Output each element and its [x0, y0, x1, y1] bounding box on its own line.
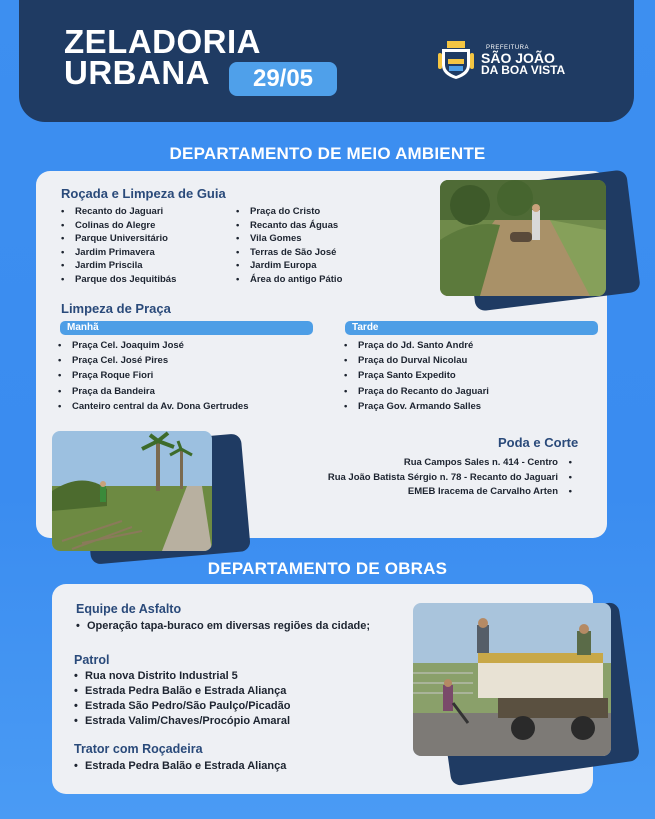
- list-item: • Parque Universitário: [61, 232, 176, 246]
- list-item: • Estrada Pedra Balão e Estrada Aliança: [74, 759, 286, 774]
- list-item: • Vila Gomes: [236, 232, 342, 246]
- list-item: • Área do antigo Pátio: [236, 273, 342, 287]
- coat-of-arms-icon: [436, 39, 476, 81]
- list-item: • Praça da Bandeira: [58, 384, 249, 399]
- list-item: • Praça Roque Fiori: [58, 368, 249, 383]
- patrol-list: [74, 669, 290, 729]
- dept-obras-title: DEPARTAMENTO DE OBRAS: [207, 559, 448, 578]
- rocada-title: Roçada e Limpeza de Guia: [61, 186, 226, 201]
- trator-title: Trator com Roçadeira: [74, 742, 203, 756]
- list-item: • Jardim Priscila: [61, 259, 176, 273]
- title-line-1: ZELADORIA: [64, 23, 261, 60]
- list-item: • Recanto das Águas: [236, 219, 342, 233]
- dept-meio-ambiente-title: DEPARTAMENTO DE MEIO AMBIENTE: [169, 144, 486, 163]
- list-item: • Praça Santo Expedito: [344, 368, 489, 383]
- trator-list: [74, 759, 286, 774]
- patrol-title: Patrol: [74, 653, 110, 667]
- list-item: • Jardim Europa: [236, 259, 342, 273]
- list-item: • Recanto do Jaguari: [61, 205, 176, 219]
- list-item: • Praça do Recanto do Jaguari: [344, 384, 489, 399]
- photo-rocada: [440, 180, 606, 296]
- rocada-list-1: [61, 205, 176, 286]
- list-item: • Estrada São Pedro/São Paulço/Picadão: [74, 699, 290, 714]
- title-line-2: URBANA: [64, 54, 210, 91]
- list-item: • Praça do Durval Nicolau: [344, 353, 489, 368]
- manha-pill: Manhã: [60, 321, 313, 335]
- list-item: • Colinas do Alegre: [61, 219, 176, 233]
- tarde-list: [344, 338, 489, 414]
- logo-city-line1: SÃO JOÃO: [481, 50, 555, 66]
- list-item: • Praça Cel. Joaquim José: [58, 338, 249, 353]
- list-item: Rua João Batista Sérgio n. 78 - Recanto do Jaguari •: [328, 471, 572, 486]
- list-item: Rua Campos Sales n. 414 - Centro •: [328, 456, 572, 471]
- list-item: • Canteiro central da Av. Dona Gertrudes: [58, 399, 249, 414]
- logo-prefeitura: PREFEITURA: [486, 45, 530, 51]
- mowing-photo-icon: [440, 180, 606, 296]
- list-item: • Parque dos Jequitibás: [61, 273, 176, 287]
- list-item: • Operação tapa-buraco em diversas regiões da cidade;: [76, 619, 370, 634]
- tarde-pill: Tarde: [345, 321, 598, 335]
- list-item: • Praça do Jd. Santo André: [344, 338, 489, 353]
- asfalto-list: [76, 619, 370, 634]
- list-item: • Terras de São José: [236, 246, 342, 260]
- list-item: • Praça Cel. José Pires: [58, 353, 249, 368]
- poda-list: [328, 456, 572, 500]
- photo-poda: [52, 431, 212, 551]
- logo-city-line2: DA BOA VISTA: [481, 63, 566, 77]
- list-item: • Jardim Primavera: [61, 246, 176, 260]
- tree-cutting-photo-icon: [52, 431, 212, 551]
- manha-list: [58, 338, 249, 414]
- list-item: • Estrada Valim/Chaves/Procópio Amaral: [74, 714, 290, 729]
- list-item: EMEB Iracema de Carvalho Arten •: [328, 485, 572, 500]
- asfalto-title: Equipe de Asfalto: [76, 602, 182, 616]
- truck-photo-icon: [413, 603, 611, 756]
- photo-asfalto: [413, 603, 611, 756]
- praca-title: Limpeza de Praça: [61, 301, 171, 316]
- date-badge: 29/05: [229, 62, 337, 96]
- poda-title: Poda e Corte: [498, 435, 579, 450]
- list-item: • Praça Gov. Armando Salles: [344, 399, 489, 414]
- rocada-list-2: [236, 205, 342, 286]
- list-item: • Rua nova Distrito Industrial 5: [74, 669, 290, 684]
- list-item: • Estrada Pedra Balão e Estrada Aliança: [74, 684, 290, 699]
- list-item: • Praça do Cristo: [236, 205, 342, 219]
